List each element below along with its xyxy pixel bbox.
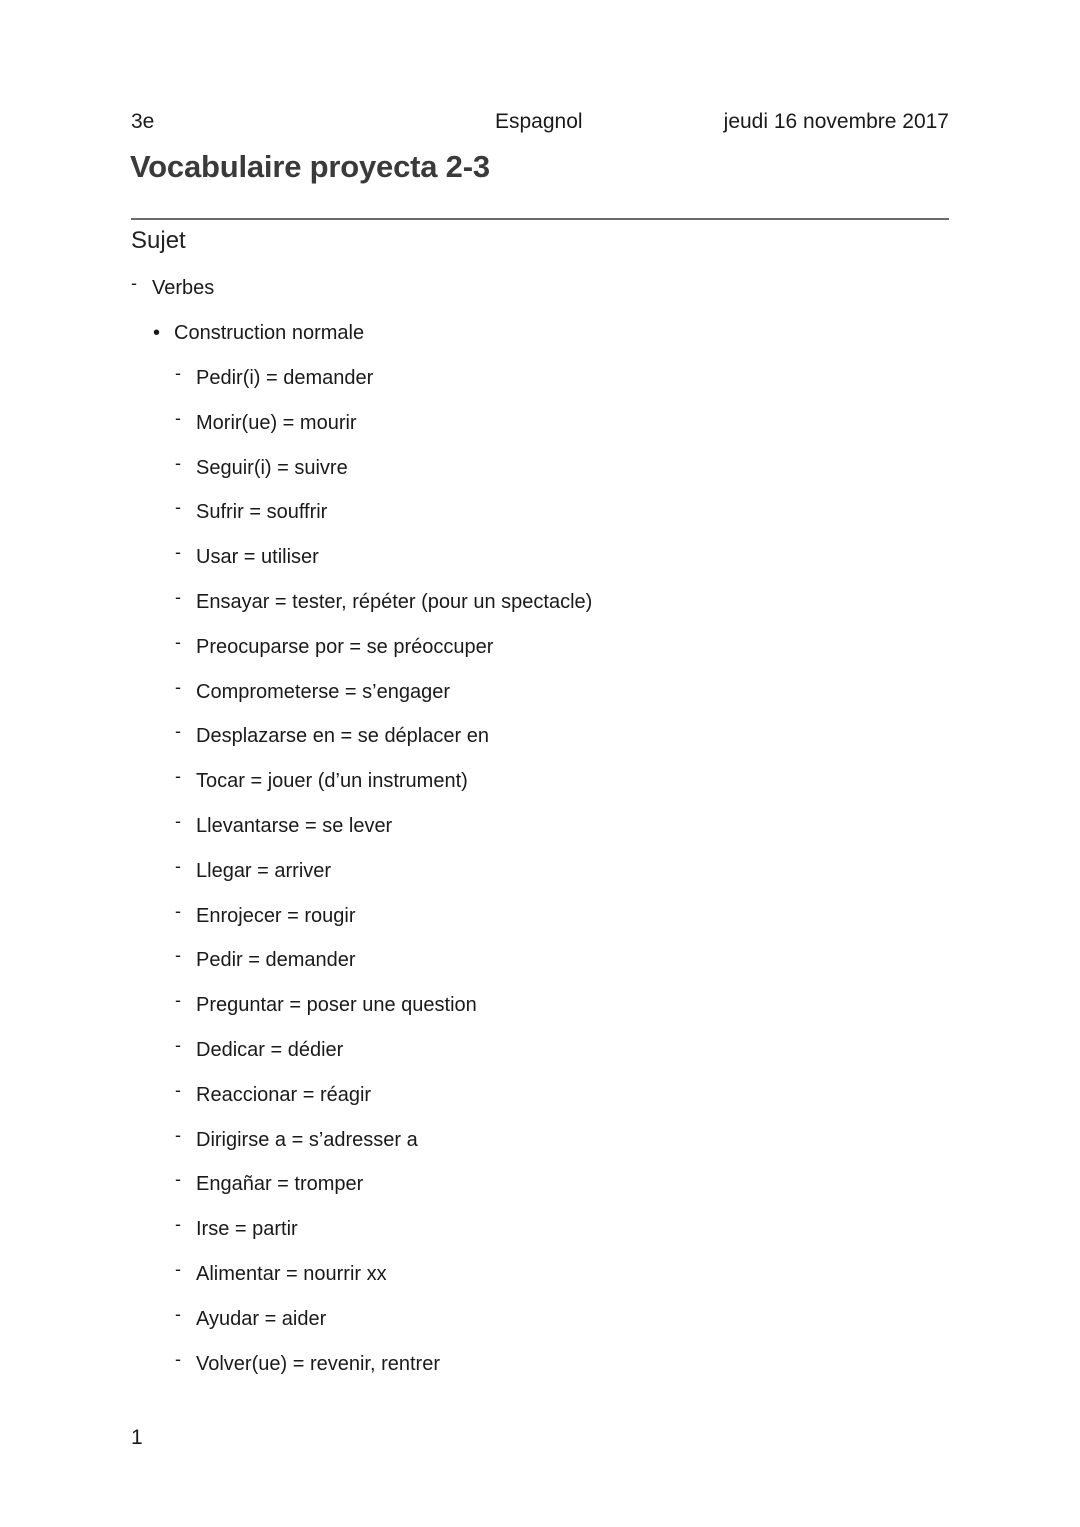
document-title: Vocabulaire proyecta 2-3 <box>130 149 490 184</box>
dash-marker: - <box>175 1169 181 1189</box>
vocabulary-entry-text: Comprometerse = s’engager <box>196 681 451 703</box>
vocabulary-entry-text: Reaccionar = réagir <box>196 1084 372 1106</box>
dash-marker: - <box>175 856 181 876</box>
vocabulary-entry-text: Seguir(i) = suivre <box>196 457 348 479</box>
list-item-label: Construction normale <box>174 322 365 344</box>
vocabulary-entry-text: Enrojecer = rougir <box>196 905 356 927</box>
section-heading: Sujet <box>131 227 186 254</box>
vocabulary-entry-text: Usar = utiliser <box>196 546 319 568</box>
page-header <box>131 108 949 136</box>
dash-marker: - <box>131 273 137 293</box>
vocabulary-entry-text: Preguntar = poser une question <box>196 994 477 1016</box>
dash-marker: - <box>175 766 181 786</box>
dash-marker: - <box>175 363 181 383</box>
vocabulary-entry-text: Volver(ue) = revenir, rentrer <box>196 1353 440 1375</box>
dash-marker: - <box>175 1304 181 1324</box>
vocabulary-entry-text: Llevantarse = se lever <box>196 815 393 837</box>
vocabulary-entry-text: Irse = partir <box>196 1218 298 1240</box>
dash-marker: - <box>175 497 181 517</box>
dash-marker: - <box>175 542 181 562</box>
vocabulary-entry-text: Ensayar = tester, répéter (pour un spectacle) <box>196 591 593 613</box>
vocabulary-entry-text: Engañar = tromper <box>196 1173 364 1195</box>
dash-marker: - <box>175 990 181 1010</box>
vocabulary-entry-text: Dirigirse a = s’adresser a <box>196 1129 418 1151</box>
vocabulary-entry-text: Tocar = jouer (d’un instrument) <box>196 770 468 792</box>
dash-marker: - <box>175 1035 181 1055</box>
header-subject: Espagnol <box>495 110 583 133</box>
vocabulary-entry-text: Desplazarse en = se déplacer en <box>196 725 489 747</box>
dash-marker: - <box>175 677 181 697</box>
page-number: 1 <box>131 1426 143 1449</box>
dash-marker: - <box>175 1259 181 1279</box>
dash-marker: - <box>175 632 181 652</box>
vocabulary-entry-text: Pedir(i) = demander <box>196 367 374 389</box>
vocabulary-entry-text: Pedir = demander <box>196 949 356 971</box>
header-class-level: 3e <box>131 110 155 133</box>
dash-marker: - <box>175 721 181 741</box>
list-item-label: Verbes <box>152 277 215 299</box>
dash-marker: - <box>175 453 181 473</box>
dash-marker: - <box>175 1349 181 1369</box>
vocabulary-entry-text: Ayudar = aider <box>196 1308 327 1330</box>
title-divider <box>131 218 949 220</box>
vocabulary-entry-text: Morir(ue) = mourir <box>196 412 357 434</box>
dash-marker: - <box>175 408 181 428</box>
dash-marker: - <box>175 901 181 921</box>
dash-marker: - <box>175 1214 181 1234</box>
dash-marker: - <box>175 811 181 831</box>
dash-marker: - <box>175 1125 181 1145</box>
vocabulary-entry-text: Llegar = arriver <box>196 860 332 882</box>
vocabulary-entry-text: Preocuparse por = se préoccuper <box>196 636 494 658</box>
dash-marker: - <box>175 945 181 965</box>
dash-marker: - <box>175 1080 181 1100</box>
vocabulary-entry-text: Dedicar = dédier <box>196 1039 344 1061</box>
bullet-marker: • <box>153 322 161 344</box>
dash-marker: - <box>175 587 181 607</box>
header-date: jeudi 16 novembre 2017 <box>723 110 949 133</box>
vocabulary-entry-text: Sufrir = souffrir <box>196 501 328 523</box>
vocabulary-entry-text: Alimentar = nourrir xx <box>196 1263 387 1285</box>
